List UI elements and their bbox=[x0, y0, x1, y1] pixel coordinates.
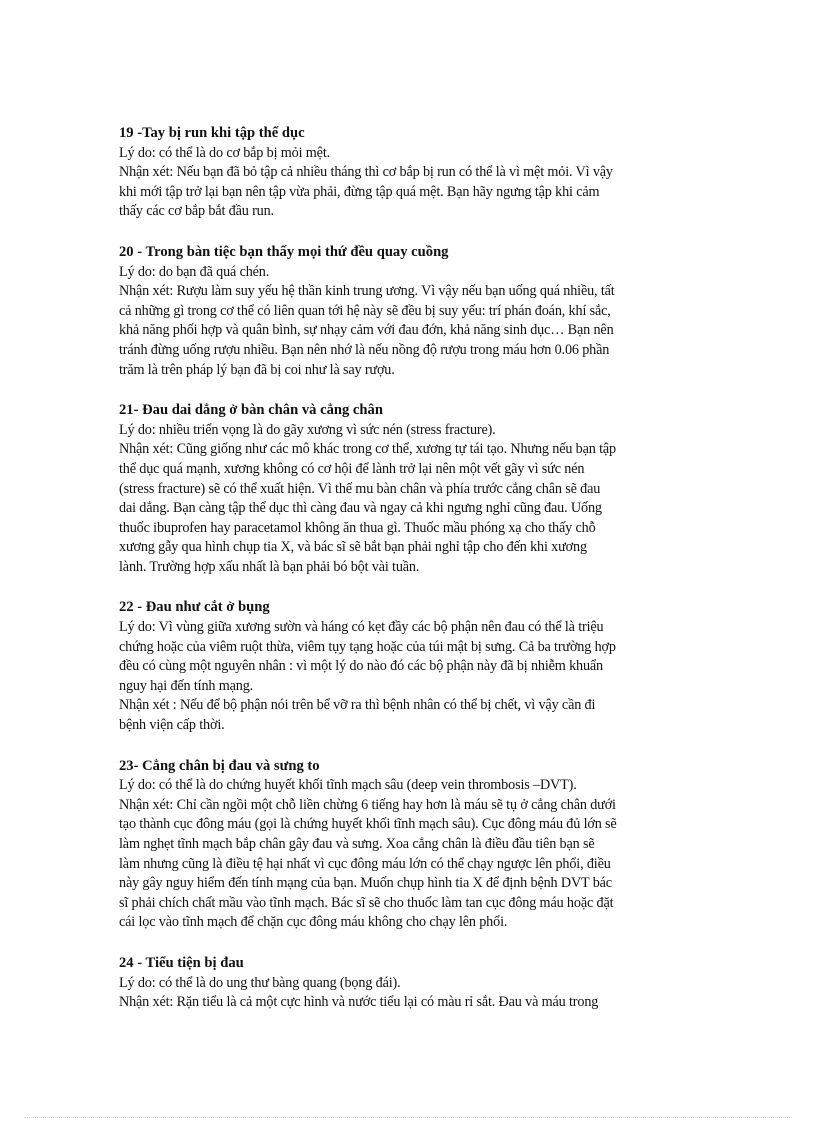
text-line: làm nhưng cũng là điều tệ hại nhất vì cục đông máu lớn có thể chạy ngược lên phổi, điều bbox=[119, 855, 611, 872]
text-line: Nhận xét: Chỉ cần ngồi một chỗ liền chừng 6 tiếng hay hơn là máu sẽ tụ ở cẳng chân dưới bbox=[119, 796, 616, 813]
document-page bbox=[119, 124, 699, 1034]
section-heading: 22 - Đau như cắt ở bụng bbox=[119, 599, 270, 616]
text-line: Lý do: nhiều triển vọng là do gãy xương vì sức nén (stress fracture). bbox=[119, 421, 496, 438]
text-line: khi mới tập trở lại bạn nên tập vừa phải, đừng tập quá mệt. Bạn hãy ngưng tập khi cảm bbox=[119, 183, 600, 200]
text-line: đều có cùng một nguyên nhân : vì một lý do nào đó các bộ phận này đã bị nhiễm khuẩn bbox=[119, 658, 604, 675]
text-line: thể dục quá mạnh, xương không có cơ hội để lành trở lại nên một vết gãy vì sức nén bbox=[119, 460, 585, 477]
section-heading: 20 - Trong bàn tiệc bạn thấy mọi thứ đều quay cuồng bbox=[119, 243, 449, 260]
section-23 bbox=[119, 757, 699, 933]
text-line: Lý do: Vì vùng giữa xương sườn và háng có kẹt đầy các bộ phận nên đau có thể là triệu bbox=[119, 619, 604, 636]
text-line: (stress fracture) sẽ có thể xuất hiện. Vì thế mu bàn chân và phía trước cẳng chân sẽ đau bbox=[119, 480, 601, 497]
text-line: trăm là trên pháp lý bạn đã bị coi như là say rượu. bbox=[119, 361, 395, 378]
section-heading: 24 - Tiểu tiện bị đau bbox=[119, 954, 244, 971]
section-19 bbox=[119, 124, 699, 222]
text-line: Lý do: có thể là do cơ bắp bị mỏi mệt. bbox=[119, 144, 331, 161]
text-line: dai dẳng. Bạn càng tập thể dục thì càng đau và ngay cả khi ngưng nghỉ cũng đau. Uống bbox=[119, 500, 602, 517]
section-heading: 21- Đau dai dẳng ở bàn chân và cẳng chân bbox=[119, 402, 383, 419]
text-line: cái lọc vào tĩnh mạch để chặn cục đông máu không cho chạy lên phổi. bbox=[119, 914, 508, 931]
text-line: Nhận xét: Nếu bạn đã bỏ tập cả nhiều tháng thì cơ bắp bị run có thể là vì mệt mỏi. Vì vậy bbox=[119, 164, 613, 181]
section-24 bbox=[119, 954, 699, 1013]
text-line: sĩ phải chích chất mầu vào tĩnh mạch. Bác sĩ sẽ cho thuốc làm tan cục đông máu hoặc đặt bbox=[119, 894, 614, 911]
text-line: Nhận xét: Rặn tiểu là cả một cực hình và nước tiểu lại có màu rỉ sắt. Đau và máu trong bbox=[119, 994, 599, 1011]
page-bottom-divider bbox=[24, 1117, 792, 1118]
text-line: Nhận xét: Cũng giống như các mô khác trong cơ thể, xương tự tái tạo. Nhưng nếu bạn tập bbox=[119, 441, 616, 458]
text-line: xương gẫy qua hình chụp tia X, và bác sĩ sẽ bắt bạn phải nghỉ tập cho đến khi xương bbox=[119, 539, 587, 556]
text-line: tạo thành cục đông máu (gọi là chứng huyết khối tĩnh mạch sâu). Cục đông máu đủ lớn sẽ bbox=[119, 816, 617, 833]
text-line: cả những gì trong cơ thể có liên quan tới hệ này sẽ đều bị suy yếu: trí phán đoán, khí sắc, bbox=[119, 302, 611, 319]
section-20 bbox=[119, 243, 699, 380]
text-line: nguy hại đến tính mạng. bbox=[119, 677, 254, 694]
section-heading: 19 -Tay bị run khi tập thể dục bbox=[119, 125, 305, 141]
text-line: lành. Trường hợp xấu nhất là bạn phải bó bột vài tuần. bbox=[119, 558, 420, 575]
section-heading: 23- Cẳng chân bị đau và sưng to bbox=[119, 757, 320, 774]
text-line: bệnh viện cấp thời. bbox=[119, 717, 225, 734]
text-line: chứng hoặc của viêm ruột thừa, viêm tụy tạng hoặc của túi mật bị sưng. Cả ba trường hợp bbox=[119, 638, 616, 655]
text-line: Nhận xét : Nếu để bộ phận nói trên bể vỡ ra thì bệnh nhân có thể bị chết, vì vậy cần đi bbox=[119, 697, 596, 714]
text-line: Nhận xét: Rượu làm suy yếu hệ thần kinh trung ương. Vì vậy nếu bạn uống quá nhiều, tất bbox=[119, 283, 615, 300]
text-line: Lý do: có thể là do chứng huyết khối tĩnh mạch sâu (deep vein thrombosis –DVT). bbox=[119, 777, 577, 794]
section-22 bbox=[119, 598, 699, 735]
text-line: làm nghẹt tĩnh mạch bắp chân gây đau và sưng. Xoa cẳng chân là điều đầu tiên bạn sẽ bbox=[119, 836, 595, 852]
text-line: khả năng phối hợp và quân bình, sự nhạy cảm với đau đớn, khả năng sinh dục… Bạn nên bbox=[119, 322, 614, 339]
text-line: thấy các cơ bắp bắt đầu run. bbox=[119, 203, 274, 220]
text-line: Lý do: có thể là do ung thư bàng quang (bọng đái). bbox=[119, 974, 401, 991]
text-line: Lý do: do bạn đã quá chén. bbox=[119, 263, 270, 280]
text-line: này gây nguy hiểm đến tính mạng của bạn. Muốn chụp hình tia X để định bệnh DVT bác bbox=[119, 875, 612, 892]
text-line: tránh đừng uống rượu nhiều. Bạn nên nhớ là nếu nồng độ rượu trong máu hơn 0.06 phần bbox=[119, 341, 610, 358]
text-line: thuốc ibuprofen hay paracetamol không ăn thua gì. Thuốc mầu phóng xạ cho thấy chỗ bbox=[119, 519, 596, 536]
section-21 bbox=[119, 401, 699, 577]
